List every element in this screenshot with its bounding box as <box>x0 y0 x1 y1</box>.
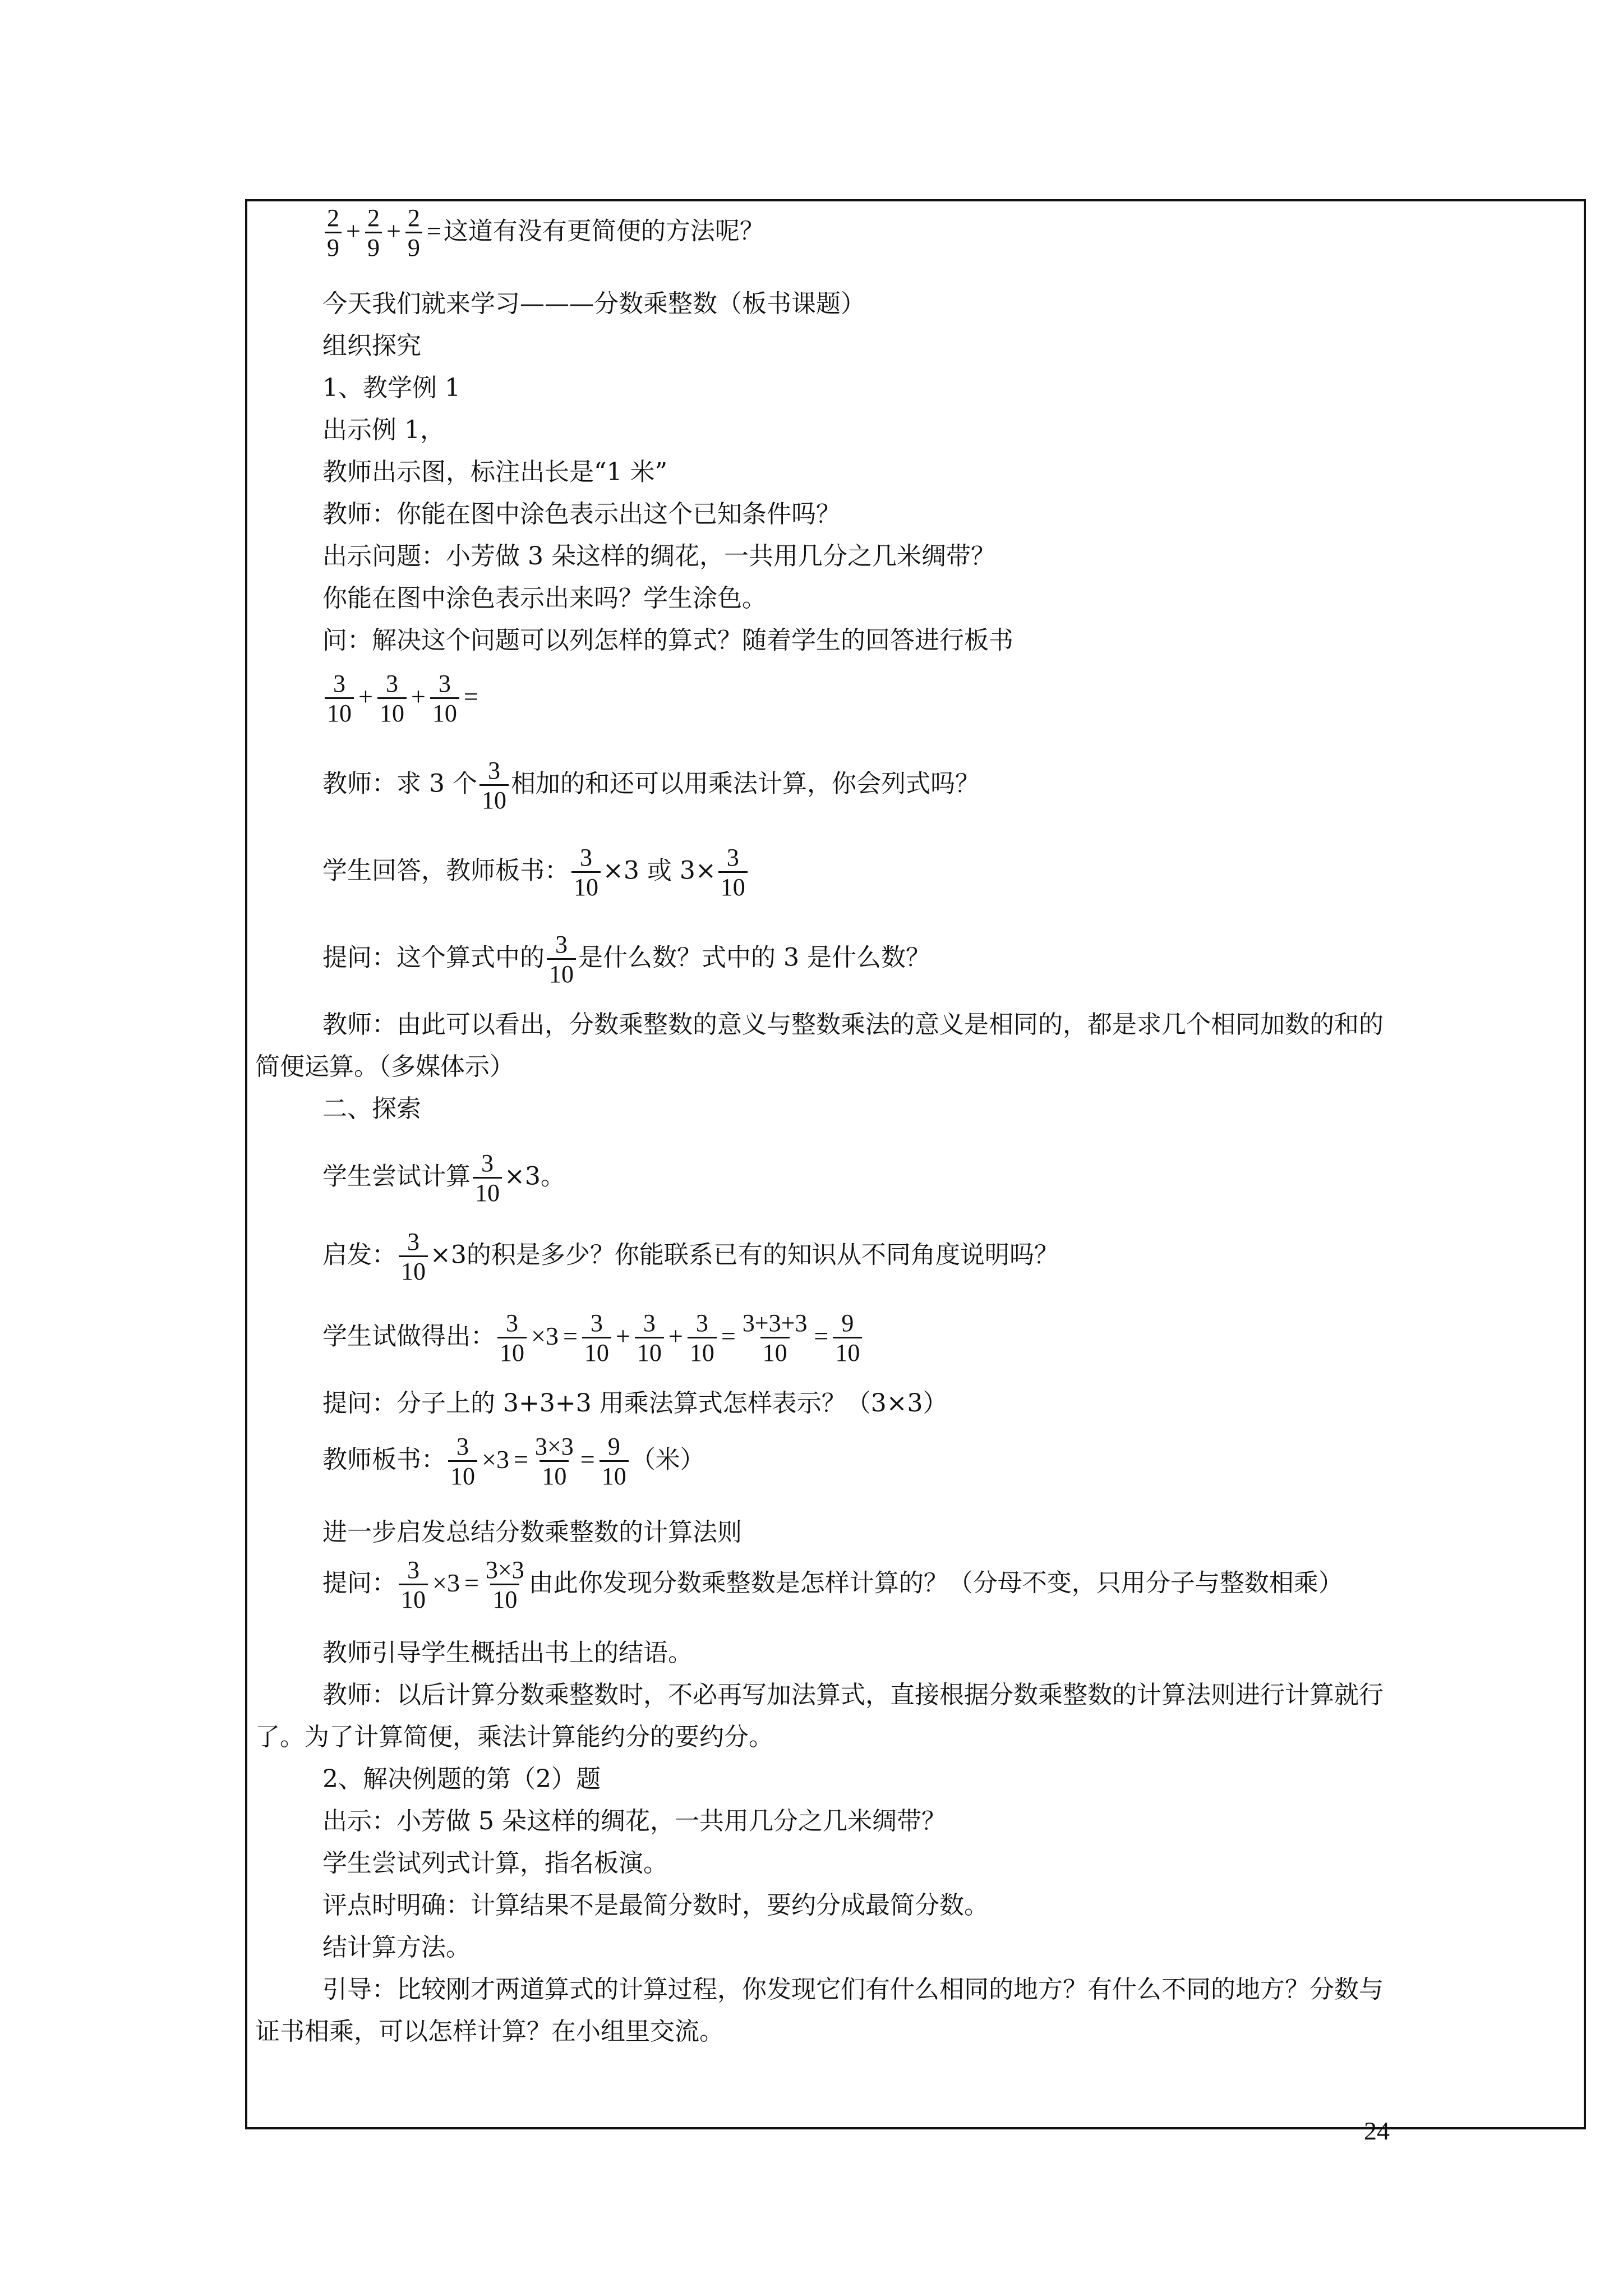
fraction: $\frac{3}{10}$ <box>688 1310 717 1366</box>
fraction: $\frac{3\times 3}{10}$ <box>534 1433 574 1490</box>
text-line: 了。为了计算简便，乘法计算能约分的要约分。 <box>255 1723 773 1751</box>
fraction: $\frac{3}{10}$ <box>582 1310 611 1366</box>
text-line: 今天我们就来学习———分数乘整数（板书课题） <box>322 289 865 318</box>
text-line: 教师：求 3 个 $\frac{3}{10}$ 相加的和还可以用乘法计算，你会列式吗？ <box>322 757 980 814</box>
fraction: $\frac{3}{10}$ <box>377 670 407 726</box>
text-line: 你能在图中涂色表示出来吗？学生涂色。 <box>322 584 767 613</box>
text-line: 证书相乘，可以怎样计算？在小组里交流。 <box>255 2017 724 2046</box>
text-line: 提问：这个算式中的 $\frac{3}{10}$ 是什么数？式中的 3 是什么数？ <box>322 931 930 988</box>
text-line: 教师：以后计算分数乘整数时，不必再写加法算式，直接根据分数乘整数的计算法则进行计算就行 <box>322 1681 1384 1709</box>
text-line: 提问：分子上的 3+3+3 用乘法算式怎样表示？（3×3） <box>322 1389 948 1418</box>
text-line: 学生尝试列式计算，指名板演。 <box>322 1849 668 1878</box>
fraction: $\frac{9}{10}$ <box>600 1433 629 1489</box>
fraction: $\frac{2}{9}$ <box>405 205 422 261</box>
text-line: 二、探索 <box>322 1094 421 1123</box>
text-line: 学生回答，教师板书： $\frac{3}{10}$ ×3 或 3× $\frac{3}{10}$ <box>322 844 750 900</box>
text-line: 进一步启发总结分数乘整数的计算法则 <box>322 1518 742 1547</box>
text-line: 2、解决例题的第（2）题 <box>322 1765 601 1793</box>
text-line: 引导：比较刚才两道算式的计算过程，你发现它们有什么相同的地方？有什么不同的地方？分数与 <box>322 1975 1384 2004</box>
text-line: 结计算方法。 <box>322 1933 471 1962</box>
text-line: 出示例 1， <box>322 416 445 444</box>
text-line: 学生试做得出： $\frac{3}{10}$ ×3 = $\frac{3}{10}$ + $\frac{3}{10}$ + $\frac{3}{10}$ = $\frac{3+3+3}{10}$ = $\frac{9}{10}$ <box>322 1310 864 1366</box>
page-number: 24 <box>1364 2116 1390 2145</box>
fraction: $\frac{3}{10}$ <box>448 1433 477 1489</box>
fraction: $\frac{3}{10}$ <box>547 931 576 987</box>
fraction: $\frac{3+3+3}{10}$ <box>742 1309 808 1366</box>
text-line: 教师：你能在图中涂色表示出这个已知条件吗？ <box>322 500 841 528</box>
fraction: $\frac{3}{10}$ <box>571 844 601 900</box>
fraction: $\frac{3}{10}$ <box>399 1557 428 1613</box>
fraction: $\frac{3}{10}$ <box>718 844 748 900</box>
line-sum-three-tenths: $\frac{3}{10}$ + $\frac{3}{10}$ + $\frac{3}{10}$ = <box>322 670 481 726</box>
fraction: $\frac{3}{10}$ <box>325 670 354 726</box>
fraction: $\frac{3}{10}$ <box>399 1228 428 1285</box>
text-line: 学生尝试计算 $\frac{3}{10}$ ×3。 <box>322 1149 565 1207</box>
fraction: $\frac{2}{9}$ <box>325 205 342 261</box>
text-line: 教师出示图，标注出长是“1 米” <box>322 458 667 486</box>
fraction: $\frac{3}{10}$ <box>473 1150 502 1206</box>
fraction: $\frac{3\times 3}{10}$ <box>485 1556 524 1613</box>
text-line: 教师：由此可以看出，分数乘整数的意义与整数乘法的意义是相同的，都是求几个相同加数的和的 <box>322 1010 1384 1039</box>
fraction: $\frac{3}{10}$ <box>635 1310 664 1366</box>
fraction: $\frac{3}{10}$ <box>430 670 459 726</box>
text-line: 提问： $\frac{3}{10}$ ×3 = $\frac{3\times 3}{10}$ 由此你发现分数乘整数是怎样计算的？（分母不变，只用分子与整数相乘） <box>322 1556 1343 1613</box>
text-line: 启发： $\frac{3}{10}$ ×3的积是多少？你能联系已有的知识从不同角度说明吗？ <box>322 1228 1059 1285</box>
text-line: 简便运算。（多媒体示） <box>255 1052 514 1081</box>
text-line: 教师引导学生概括出书上的结语。 <box>322 1639 693 1667</box>
fraction: $\frac{3}{10}$ <box>479 757 509 813</box>
fraction: $\frac{2}{9}$ <box>365 205 382 261</box>
text-line: 1、教学例 1 <box>322 374 460 402</box>
text-line: 问：解决这个问题可以列怎样的算式？随着学生的回答进行板书 <box>322 626 1013 655</box>
text-line: 出示：小芳做 5 朵这样的绸花，一共用几分之几米绸带？ <box>322 1807 946 1835</box>
text-line: 组织探究 <box>322 332 421 360</box>
text-line: 出示问题：小芳做 3 朵这样的绸花，一共用几分之几米绸带？ <box>322 542 995 570</box>
line-sum-two-ninths: $\frac{2}{9}$ + $\frac{2}{9}$ + $\frac{2}{9}$ =这道有没有更简便的方法呢？ <box>322 205 764 261</box>
text-line: 教师板书： $\frac{3}{10}$ ×3 = $\frac{3\times 3}{10}$ = $\frac{9}{10}$ （米） <box>322 1433 705 1490</box>
text-line: 评点时明确：计算结果不是最简分数时，要约分成最简分数。 <box>322 1891 989 1920</box>
fraction: $\frac{3}{10}$ <box>497 1310 527 1366</box>
fraction: $\frac{9}{10}$ <box>833 1310 862 1366</box>
